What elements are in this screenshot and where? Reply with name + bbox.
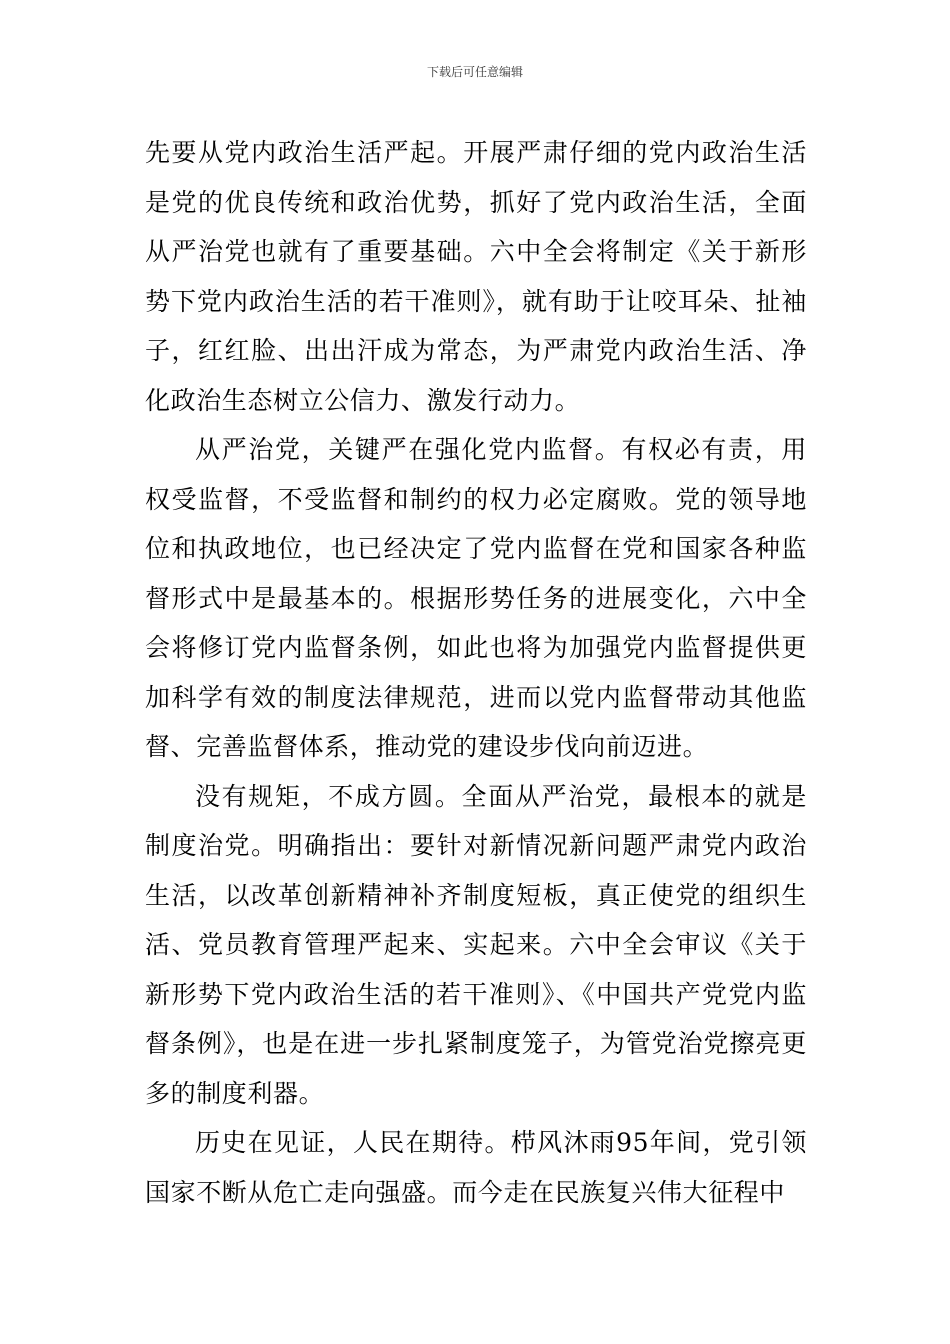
page-header: 下载后可任意编辑: [426, 65, 523, 79]
document-body: [145, 128, 807, 1217]
paragraph-3: 没有规矩，不成方圆。全面从严治党，最根本的就是制度治党。明确指出：要针对新情况新问题严肃党内政治生活，以改革创新精神补齐制度短板，真正使党的组织生活、党员教育管理严起来、实起来。六中全会审议《关于新形势下党内政治生活的若干准则》、《中国共产党党内监督条例》，也是在进一步扎紧制度笼子，为管党治党擦亮更多的制度利器。: [145, 781, 807, 1108]
paragraph-2: 从严治党，关键严在强化党内监督。有权必有责，用权受监督，不受监督和制约的权力必定腐败。党的领导地位和执政地位，也已经决定了党内监督在党和国家各种监督形式中是最基本的。根据形势任务的进展变化，六中全会将修订党内监督条例，如此也将为加强党内监督提供更加科学有效的制度法律规范，进而以党内监督带动其他监督、完善监督体系，推动党的建设步伐向前迈进。: [145, 435, 807, 761]
paragraph-4: 历史在见证，人民在期待。栉风沐雨95年间，党引领国家不断从危亡走向强盛。而今走在民族复兴伟大征程中: [145, 1128, 807, 1207]
paragraph-1: 先要从党内政治生活严起。开展严肃仔细的党内政治生活是党的优良传统和政治优势，抓好了党内政治生活，全面从严治党也就有了重要基础。六中全会将制定《关于新形势下党内政治生活的若干准则》，就有助于让咬耳朵、扯袖子，红红脸、出出汗成为常态，为严肃党内政治生活、净化政治生态树立公信力、激发行动力。: [145, 138, 807, 415]
